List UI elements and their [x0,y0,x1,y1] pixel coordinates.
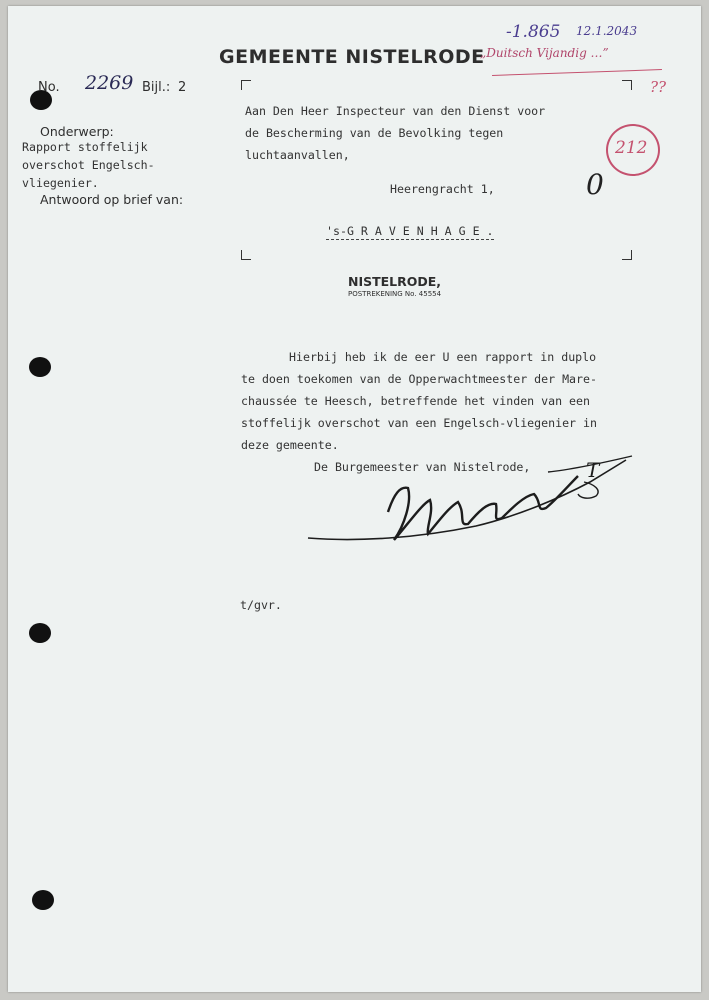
pencil-circle-mark: 0 [586,168,604,201]
signature-rank-suffix: T [586,458,600,482]
handwritten-underline [492,69,662,76]
handwritten-date: 12.1.2043 [576,24,638,38]
body-line-5: deze gemeente. [241,438,339,452]
attachments-label: Bijl.: [142,80,171,95]
handwritten-note: „Duitsch Vijandig …” [480,46,609,60]
subject-line-1: Rapport stoffelijk [22,140,148,154]
subject-line-2: overschot Engelsch- [22,158,155,172]
document-page [8,6,701,992]
municipality-heading: GEMEENTE NISTELRODE [219,46,485,68]
address-bracket-bottom-right [622,250,632,260]
punch-hole-upper-middle [29,357,51,377]
body-line-3: chaussée te Heesch, betreffende het vinden van een [241,394,591,408]
body-line-2: te doen toekomen van de Opperwachtmeester der Mare- [241,372,597,386]
address-bracket-bottom-left [241,250,251,260]
address-bracket-top-right [622,80,632,90]
registration-stamp-number: 212 [615,138,648,158]
attachments-value: 2 [178,80,187,95]
sender-place: NISTELRODE, [348,274,442,289]
subject-label: Onderwerp: [40,124,114,139]
subject-line-3: vliegenier. [22,176,99,190]
body-line-4: stoffelijk overschot van een Engelsch-vliegenier in [241,416,597,430]
addressee-street: Heerengracht 1, [390,182,495,196]
punch-hole-lower-middle [29,623,51,643]
handwritten-reference: -1.865 [506,22,561,42]
addressee-line-2: de Bescherming van de Bevolking tegen [245,126,504,140]
addressee-line-1: Aan Den Heer Inspecteur van den Dienst voor [245,104,546,118]
reference-number-label: No. [38,80,60,95]
typist-initials: t/gvr. [240,598,282,612]
body-line-1: Hierbij heb ik de eer U een rapport in duplo [289,350,597,364]
address-bracket-top-left [241,80,251,90]
addressee-city: 's-G R A V E N H A G E . [326,224,494,238]
signatory-title: De Burgemeester van Nistelrode, [314,460,531,474]
addressee-line-3: luchtaanvallen, [245,148,350,162]
reply-reference-label: Antwoord op brief van: [40,192,184,207]
postal-account: POSTREKENING No. 45554 [348,290,442,298]
punch-hole-bottom [32,890,54,910]
handwritten-question-marks: ?? [650,78,667,96]
reference-number-value: 2269 [85,72,134,94]
